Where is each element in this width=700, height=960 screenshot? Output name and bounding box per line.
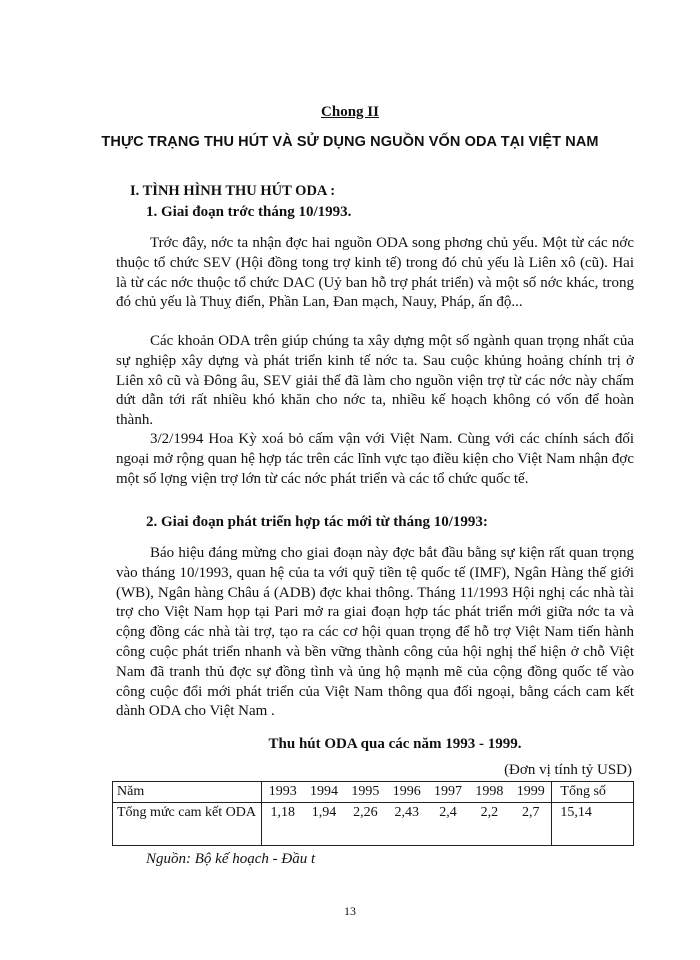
paragraph-3: 3/2/1994 Hoa Kỳ xoá bỏ cấm vận với Việt Nam. Cùng với các chính sách đối ngoại mở rộng quan hệ hợp tác trên các lĩnh vực tạo điều kiện cho Việt Nam nhận đợc một số lợng viện trợ lớn từ các nớc phát triển và các tổ chức quốc tế. [116, 431, 634, 487]
subsection-heading-2: 2. Giai đoạn phát triển hợp tác mới từ tháng 10/1993: [146, 514, 488, 530]
chapter-label: Chong II [321, 104, 379, 120]
value-cell: 2,2 [469, 803, 510, 846]
value-cell: 1,18 [262, 803, 304, 846]
header-total-label: Tổng số [552, 782, 634, 803]
page-number: 13 [344, 904, 356, 918]
paragraph-2: Các khoản ODA trên giúp chúng ta xây dựng một số ngành quan trọng nhất của sự nghiệp xây dựng và phát triển kinh tế nớc ta. Sau cuộc khủng hoảng chính trị ở Liên xô cũ và Đông âu, SEV giải thể đã làm cho nguồn viện trợ từ các nớc này chấm dứt dẫn tới rất nhiều khó khăn cho nớc ta, nhiều kế hoạch không có vốn để hoàn thành. [116, 333, 634, 429]
year-cell: 1994 [303, 782, 344, 803]
year-cell: 1995 [345, 782, 386, 803]
table-unit: (Đơn vị tính tỷ USD) [504, 762, 632, 778]
oda-table [112, 781, 634, 846]
table-title: Thu hút ODA qua các năm 1993 - 1999. [268, 736, 522, 752]
section-heading: I. TÌNH HÌNH THU HÚT ODA : [130, 183, 336, 199]
value-cell: 2,26 [345, 803, 386, 846]
source-note: Nguồn: Bộ kế hoạch - Đầu t [146, 851, 316, 867]
value-cell: 2,43 [386, 803, 427, 846]
table-row [113, 803, 634, 846]
header-year-label: Năm [113, 782, 262, 803]
year-cell: 1996 [386, 782, 427, 803]
chapter-title: THỰC TRẠNG THU HÚT VÀ SỬ DỤNG NGUỒN VỐN ODA TẠI VIỆT NAM [101, 134, 599, 150]
table-header-row [113, 782, 634, 803]
year-cell: 1997 [427, 782, 468, 803]
value-cell: 2,7 [510, 803, 552, 846]
subsection-heading-1: 1. Giai đoạn trớc tháng 10/1993. [146, 204, 352, 220]
year-cell: 1998 [469, 782, 510, 803]
year-cell: 1999 [510, 782, 552, 803]
total-value-cell: 15,14 [552, 803, 634, 846]
paragraph-4: Báo hiệu đáng mừng cho giai đoạn này đợc bắt đầu bằng sự kiện rất quan trọng vào tháng 10/1993, quan hệ của ta với quỹ tiền tệ quốc tế (IMF), Ngân Hàng thế giới (WB), Ngân hàng Châu á (ADB) đợc khai thông. Tháng 11/1993 Hội nghị các nhà tài trợ cho Việt Nam họp tại Pari mở ra giai đoạn hợp tác phát triển mới giữa nớc ta và cộng đồng các nhà tài trợ, tạo ra các cơ hội quan trọng để hỗ trợ Việt Nam tiến hành công cuộc phát triển nhanh và bền vững thành công của hội nghị thể hiện ở chỗ Việt Nam đã tranh thủ đợc sự đồng tình và ủng hộ mạnh mẽ của cộng đồng quốc tế vào công cuộc đổi mới phát triển của Việt Nam thông qua đối ngoại, bằng cách cam kết dành ODA cho Việt Nam . [116, 545, 634, 720]
row-label: Tổng mức cam kết ODA [113, 803, 262, 846]
paragraph-1: Trớc đây, nớc ta nhận đợc hai nguồn ODA song phơng chủ yếu. Một từ các nớc thuộc tổ chức SEV (Hội đồng tong trợ kinh tế) trong đó chủ yếu là Liên xô (cũ). Hai là từ các nớc thuộc tổ chức DAC (Uỷ ban hỗ trợ phát triển) và một số nớc khác, trong đó chủ yếu là Thuỵ điển, Phần Lan, Đan mạch, Nauy, Pháp, ấn độ... [116, 235, 634, 311]
value-cell: 1,94 [303, 803, 344, 846]
value-cell: 2,4 [427, 803, 468, 846]
year-cell: 1993 [262, 782, 304, 803]
